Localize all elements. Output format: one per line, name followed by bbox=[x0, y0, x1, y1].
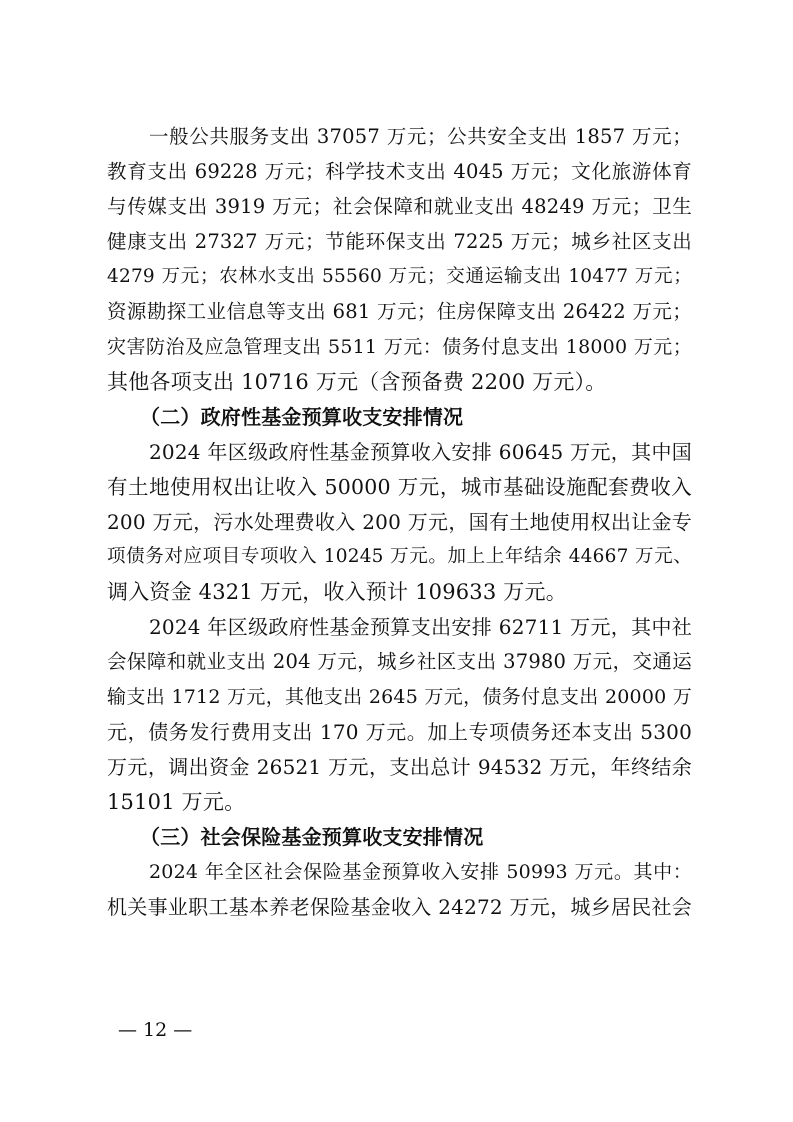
paragraph-line: 调入资金 4321 万元，收入预计 109633 万元。 bbox=[107, 580, 567, 604]
paragraph-line: 健康支出 27327 万元；节能环保支出 7225 万元；城乡社区支出 bbox=[107, 230, 692, 253]
paragraph-line: 万元，调出资金 26521 万元，支出总计 94532 万元，年终结余 bbox=[107, 755, 692, 779]
paragraph-line: 项债务对应项目专项收入 10245 万元。加上上年结余 44667 万元、 bbox=[107, 546, 692, 567]
paragraph-line: 与传媒支出 3919 万元；社会保障和就业支出 48249 万元；卫生 bbox=[107, 195, 692, 218]
paragraph-line: 其他各项支出 10716 万元（含预备费 2200 万元）。 bbox=[107, 370, 607, 394]
paragraph-line: 一般公共服务支出 37057 万元；公共安全支出 1857 万元； bbox=[149, 125, 692, 148]
paragraph-line: 资源勘探工业信息等支出 681 万元；住房保障支出 26422 万元； bbox=[107, 300, 692, 323]
paragraph-line: 有土地使用权出让收入 50000 万元，城市基础设施配套费收入 bbox=[107, 475, 692, 499]
section-heading: （二）政府性基金预算收支安排情况 bbox=[140, 405, 464, 429]
paragraph-line: 4279 万元；农林水支出 55560 万元；交通运输支出 10477 万元； bbox=[107, 266, 692, 287]
paragraph-line: 灾害防治及应急管理支出 5511 万元：债务付息支出 18000 万元； bbox=[107, 336, 692, 358]
paragraph-line: 2024 年全区社会保险基金预算收入安排 50993 万元。其中： bbox=[149, 861, 692, 883]
paragraph-line: 200 万元，污水处理费收入 200 万元，国有土地使用权出让金专 bbox=[107, 510, 692, 534]
paragraph-line: 15101 万元。 bbox=[107, 790, 246, 814]
paragraph-line: 2024 年区级政府性基金预算收入安排 60645 万元，其中国 bbox=[149, 440, 692, 464]
paragraph-line: 输支出 1712 万元，其他支出 2645 万元，债务付息支出 20000 万 bbox=[107, 686, 692, 708]
paragraph-line: 2024 年区级政府性基金预算支出安排 62711 万元，其中社 bbox=[149, 615, 692, 639]
paragraph-line: 机关事业职工基本养老保险基金收入 24272 万元，城乡居民社会 bbox=[107, 895, 692, 919]
section-heading: （三）社会保险基金预算收支安排情况 bbox=[140, 825, 484, 849]
paragraph-line: 会保障和就业支出 204 万元，城乡社区支出 37980 万元，交通运 bbox=[107, 650, 692, 673]
paragraph-line: 元，债务发行费用支出 170 万元。加上专项债务还本支出 5300 bbox=[107, 720, 692, 744]
page-number: — 12 — bbox=[118, 1019, 193, 1041]
paragraph-line: 教育支出 69228 万元；科学技术支出 4045 万元；文化旅游体育 bbox=[107, 160, 692, 183]
